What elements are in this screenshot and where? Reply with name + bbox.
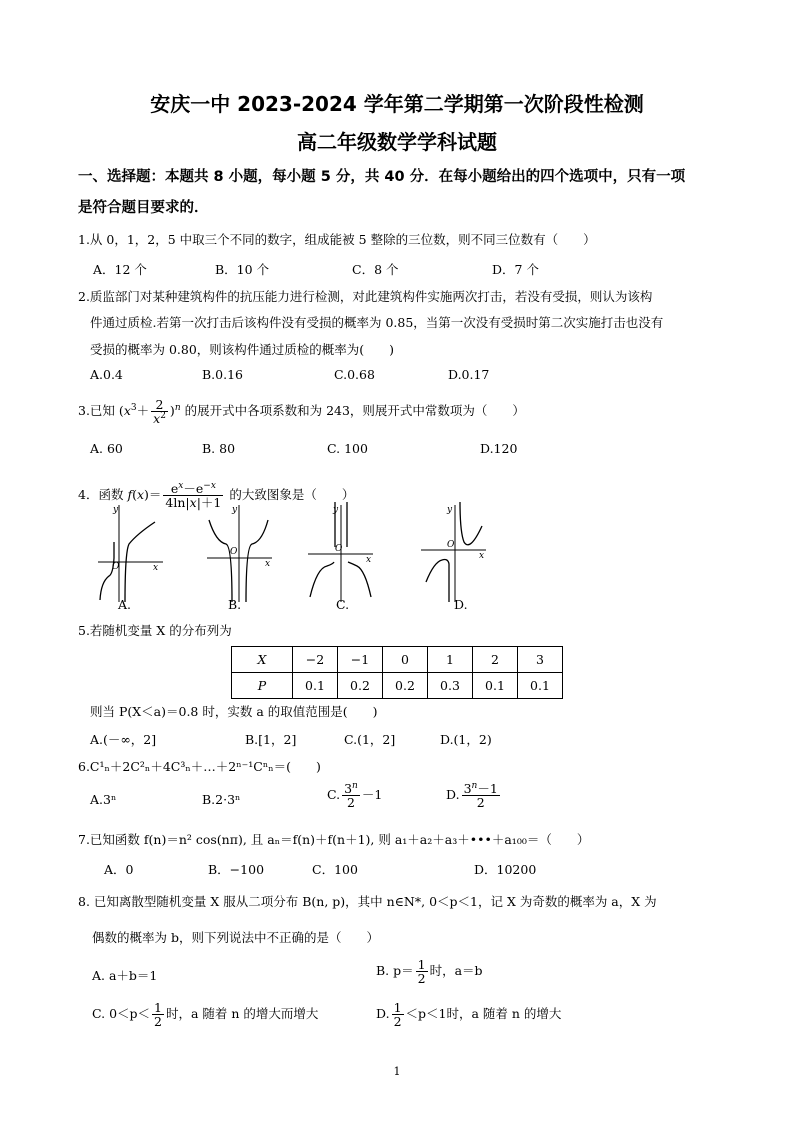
- q3-suffix: 的展开式中各项系数和为 243，则展开式中常数项为（ ）: [184, 403, 525, 419]
- q8-option-d: D. $\frac{1}{2}$ ＜p＜1时，a 随着 n 的增大: [376, 1000, 562, 1030]
- table-cell: 0.2: [383, 673, 428, 699]
- q4-prefix: 4．函数: [78, 487, 124, 503]
- section-heading-line2: 是符合题目要求的．: [78, 200, 209, 216]
- question-1: 1.从 0，1，2，5 中取三个不同的数字，组成能被 5 整除的三位数，则不同三位数有（ ）: [78, 232, 596, 247]
- table-row: [232, 647, 563, 673]
- svg-text:x: x: [479, 551, 485, 561]
- q8-option-b-suffix: 时，a＝b: [429, 963, 483, 979]
- q8-option-b: B. p＝ $\frac{1}{2}$ 时，a＝b: [376, 957, 483, 987]
- svg-text:y: y: [232, 505, 238, 515]
- graph-label-d: D.: [454, 597, 468, 612]
- q4-formula: f(x)＝ $\frac{e^x-e^{-x}}{4\ln|x|+1}$: [127, 481, 222, 511]
- svg-text:x: x: [153, 563, 159, 573]
- question-5: 5.若随机变量 X 的分布列为: [78, 623, 232, 638]
- table-cell: 0.1: [293, 673, 338, 699]
- q8-option-d-prefix: D.: [376, 1006, 390, 1022]
- graph-c: [305, 502, 375, 604]
- q6-option-a: A.3ⁿ: [90, 792, 117, 807]
- svg-text:y: y: [447, 505, 453, 515]
- svg-text:y: y: [333, 505, 339, 515]
- q3-prefix: 3.已知: [78, 403, 115, 419]
- svg-text:O: O: [230, 547, 238, 557]
- q1-option-d: D．7 个: [492, 262, 539, 277]
- question-3: [78, 398, 525, 425]
- q3-formula: ($x^3+$ $\frac{2}{x^2}$ )$^n$: [118, 397, 181, 427]
- exam-title: 安庆一中 2023-2024 学年第二学期第一次阶段性检测: [150, 92, 644, 116]
- svg-text:O: O: [335, 544, 343, 554]
- q3-option-a: A. 60: [90, 441, 123, 456]
- q4-suffix: 的大致图象是（ ）: [229, 487, 355, 503]
- question-2-line1: 2.质监部门对某种建筑构件的抗压能力进行检测，对此建筑构件实施两次打击，若没有受损，则认为该构: [78, 289, 653, 304]
- svg-text:y: y: [113, 505, 119, 515]
- q7-option-c: C．100: [312, 862, 358, 877]
- table-cell: 3: [518, 647, 563, 673]
- question-8-line1: 8. 已知离散型随机变量 X 服从二项分布 B(n, p)，其中 n∈N*, 0＜p＜1，记 X 为奇数的概率为 a，X 为: [78, 894, 657, 909]
- q3-option-c: C. 100: [327, 441, 368, 456]
- q8-option-c-prefix: C. 0＜p＜: [92, 1006, 151, 1022]
- table-cell: 0.3: [428, 673, 473, 699]
- q5-option-c: C.(1，2]: [344, 732, 396, 747]
- q7-option-b: B．−100: [208, 862, 265, 877]
- table-cell: 0.1: [518, 673, 563, 699]
- table-cell: 0: [383, 647, 428, 673]
- q3-option-b: B. 80: [202, 441, 236, 456]
- q2-option-a: A.0.4: [90, 367, 123, 382]
- q2-option-d: D.0.17: [448, 367, 490, 382]
- graph-label-a: A.: [118, 597, 132, 612]
- q5-option-d: D.(1，2): [440, 732, 492, 747]
- table-cell: 2: [473, 647, 518, 673]
- q6-option-c-suffix: －1: [361, 787, 383, 803]
- q8-option-c-suffix: 时，a 随着 n 的增大而增大: [165, 1006, 319, 1022]
- q5-option-a: A.(－∞，2]: [90, 732, 157, 747]
- table-cell: 1: [428, 647, 473, 673]
- graph-d: [418, 502, 488, 604]
- table-cell: P: [232, 673, 293, 699]
- q6-option-d-prefix: D.: [446, 787, 460, 803]
- table-cell: X: [232, 647, 293, 673]
- q6-option-d: D. $\frac{3^n-1}{2}$: [446, 781, 498, 811]
- q8-option-b-prefix: B. p＝: [376, 963, 414, 979]
- distribution-table: [231, 646, 563, 699]
- table-cell: 0.1: [473, 673, 518, 699]
- q5-option-b: B.[1，2]: [245, 732, 297, 747]
- table-cell: −2: [293, 647, 338, 673]
- question-2-line2: 件通过质检.若第一次打击后该构件没有受损的概率为 0.85，当第一次没有受损时第二次实施打击也没有: [90, 315, 664, 330]
- graph-label-b: B.: [228, 597, 242, 612]
- q2-option-c: C.0.68: [334, 367, 375, 382]
- question-2-line3: 受损的概率为 0.80，则该构件通过质检的概率为( ): [90, 342, 395, 357]
- q6-option-c-prefix: C.: [327, 787, 341, 803]
- question-7: 7.已知函数 f(n)＝n² cos(nπ), 且 aₙ＝f(n)＋f(n＋1), 则 a₁＋a₂＋a₃＋•••＋a₁₀₀＝（ ）: [78, 832, 590, 847]
- q3-option-d: D.120: [480, 441, 518, 456]
- question-8-line2: 偶数的概率为 b，则下列说法中不正确的是（ ）: [92, 930, 379, 945]
- q1-option-a: A．12 个: [93, 262, 147, 277]
- graph-a: [95, 502, 165, 604]
- graph-label-c: C.: [336, 597, 350, 612]
- table-row: [232, 673, 563, 699]
- q1-option-c: C．8 个: [352, 262, 399, 277]
- q5-followup: 则当 P(X＜a)＝0.8 时，实数 a 的取值范围是( ): [90, 704, 378, 719]
- svg-text:O: O: [112, 562, 120, 572]
- q6-option-b: B.2·3ⁿ: [202, 792, 241, 807]
- q7-option-d: D．10200: [474, 862, 537, 877]
- table-cell: 0.2: [338, 673, 383, 699]
- q8-option-a: A. a＋b＝1: [92, 968, 158, 983]
- svg-text:x: x: [366, 555, 372, 565]
- svg-text:x: x: [265, 559, 271, 569]
- svg-text:O: O: [447, 540, 455, 550]
- q7-option-a: A．0: [104, 862, 134, 877]
- q8-option-d-suffix: ＜p＜1时，a 随着 n 的增大: [405, 1006, 562, 1022]
- q2-option-b: B.0.16: [202, 367, 243, 382]
- graph-b: [204, 502, 274, 604]
- table-cell: −1: [338, 647, 383, 673]
- exam-subtitle: 高二年级数学学科试题: [297, 130, 497, 154]
- page-number: 1: [393, 1065, 401, 1078]
- section-heading-line1: 一、选择题：本题共 8 小题，每小题 5 分，共 40 分．在每小题给出的四个选项中，只有一项: [78, 169, 686, 185]
- question-6: 6.C¹ₙ＋2C²ₙ＋4C³ₙ＋…＋2ⁿ⁻¹Cⁿₙ＝( ): [78, 759, 321, 774]
- q1-option-b: B．10 个: [215, 262, 270, 277]
- q8-option-c: C. 0＜p＜ $\frac{1}{2}$ 时，a 随着 n 的增大而增大: [92, 1000, 319, 1030]
- q6-option-c: C. $\frac{3^n}{2}$ －1: [327, 781, 383, 811]
